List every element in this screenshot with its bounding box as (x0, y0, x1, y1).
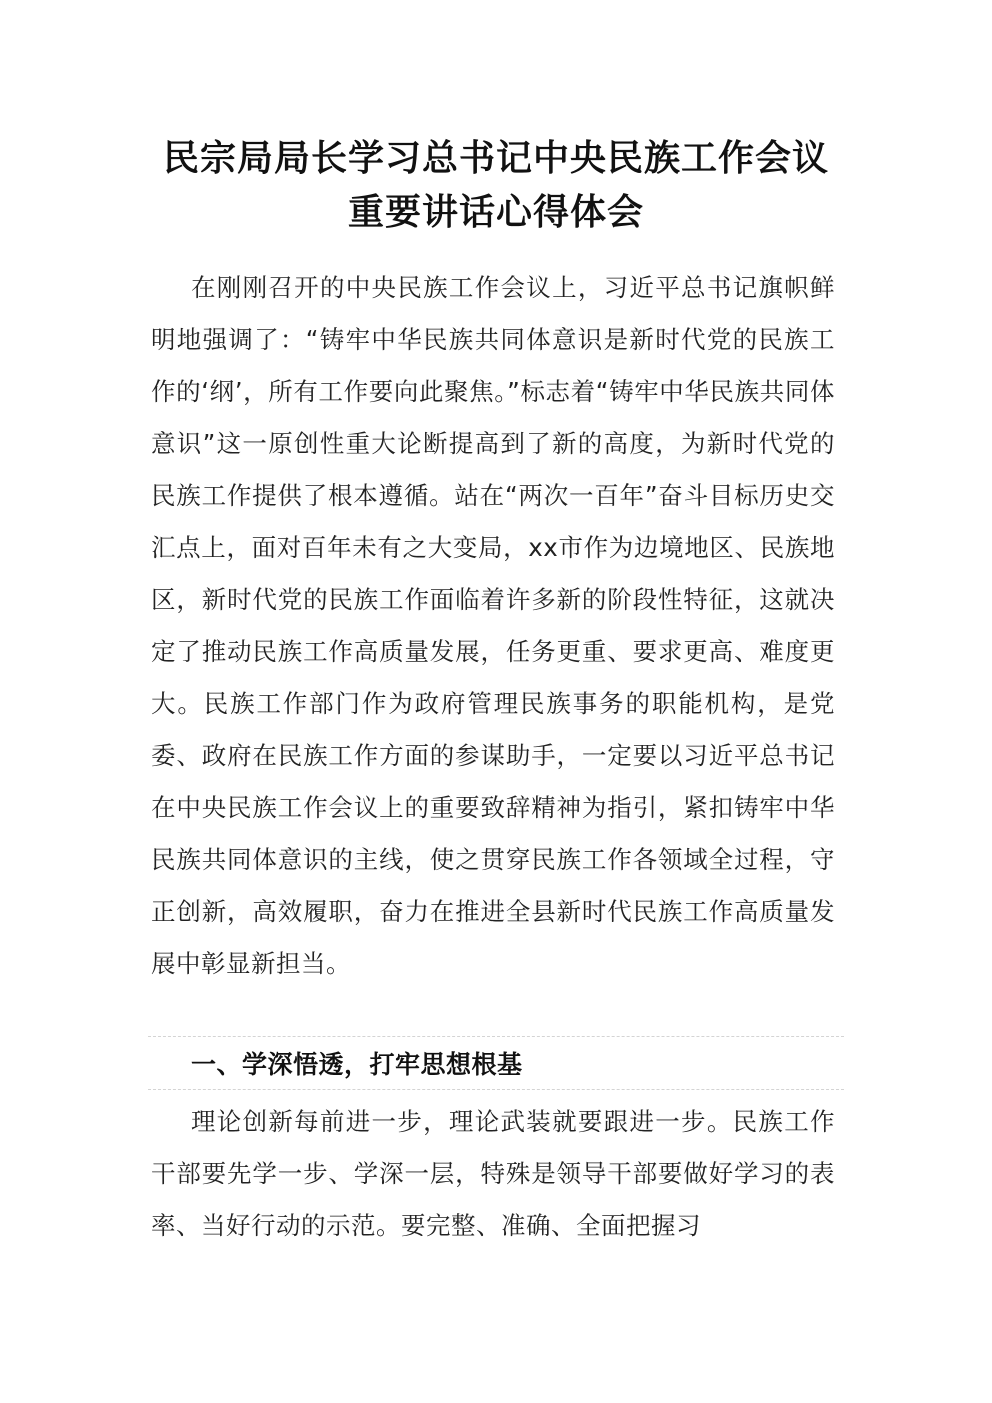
body-paragraph-1: 在刚刚召开的中央民族工作会议上，习近平总书记旗帜鲜明地强调了：“铸牢中华民族共同体意识是新时代党的民族工作的‘纲’，所有工作要向此聚焦。”标志着“铸牢中华民族共同体意识”这一原创性重大论断提高到了新的高度，为新时代党的民族工作提供了根本遵循。站在“两次一百年”奋斗目标历史交汇点上，面对百年未有之大变局，xx市作为边境地区、民族地区，新时代党的民族工作面临着许多新的阶段性特征，这就决定了推动民族工作高质量发展，任务更重、要求更高、难度更大。民族工作部门作为政府管理民族事务的职能机构，是党委、政府在民族工作方面的参谋助手，一定要以习近平总书记在中央民族工作会议上的重要致辞精神为指引，紧扣铸牢中华民族共同体意识的主线，使之贯穿民族工作各领域全过程，守正创新，高效履职，奋力在推进全县新时代民族工作高质量发展中彰显新担当。 (151, 273, 835, 978)
body-paragraph-2-container (151, 1096, 835, 1252)
section-divider-bottom (148, 1089, 844, 1090)
document-title-line-1: 民宗局局长学习总书记中央民族工作会议 (162, 137, 829, 179)
section-divider-top (148, 1036, 844, 1037)
body-paragraph-1-container (151, 262, 835, 990)
section-heading-1: 一、学深悟透，打牢思想根基 (191, 1050, 523, 1079)
document-title-line-2: 重要讲话心得体会 (347, 191, 644, 233)
body-paragraph-2: 理论创新每前进一步，理论武装就要跟进一步。民族工作干部要先学一步、学深一层，特殊是领导干部要做好学习的表率、当好行动的示范。要完整、准确、全面把握习 (151, 1107, 835, 1240)
